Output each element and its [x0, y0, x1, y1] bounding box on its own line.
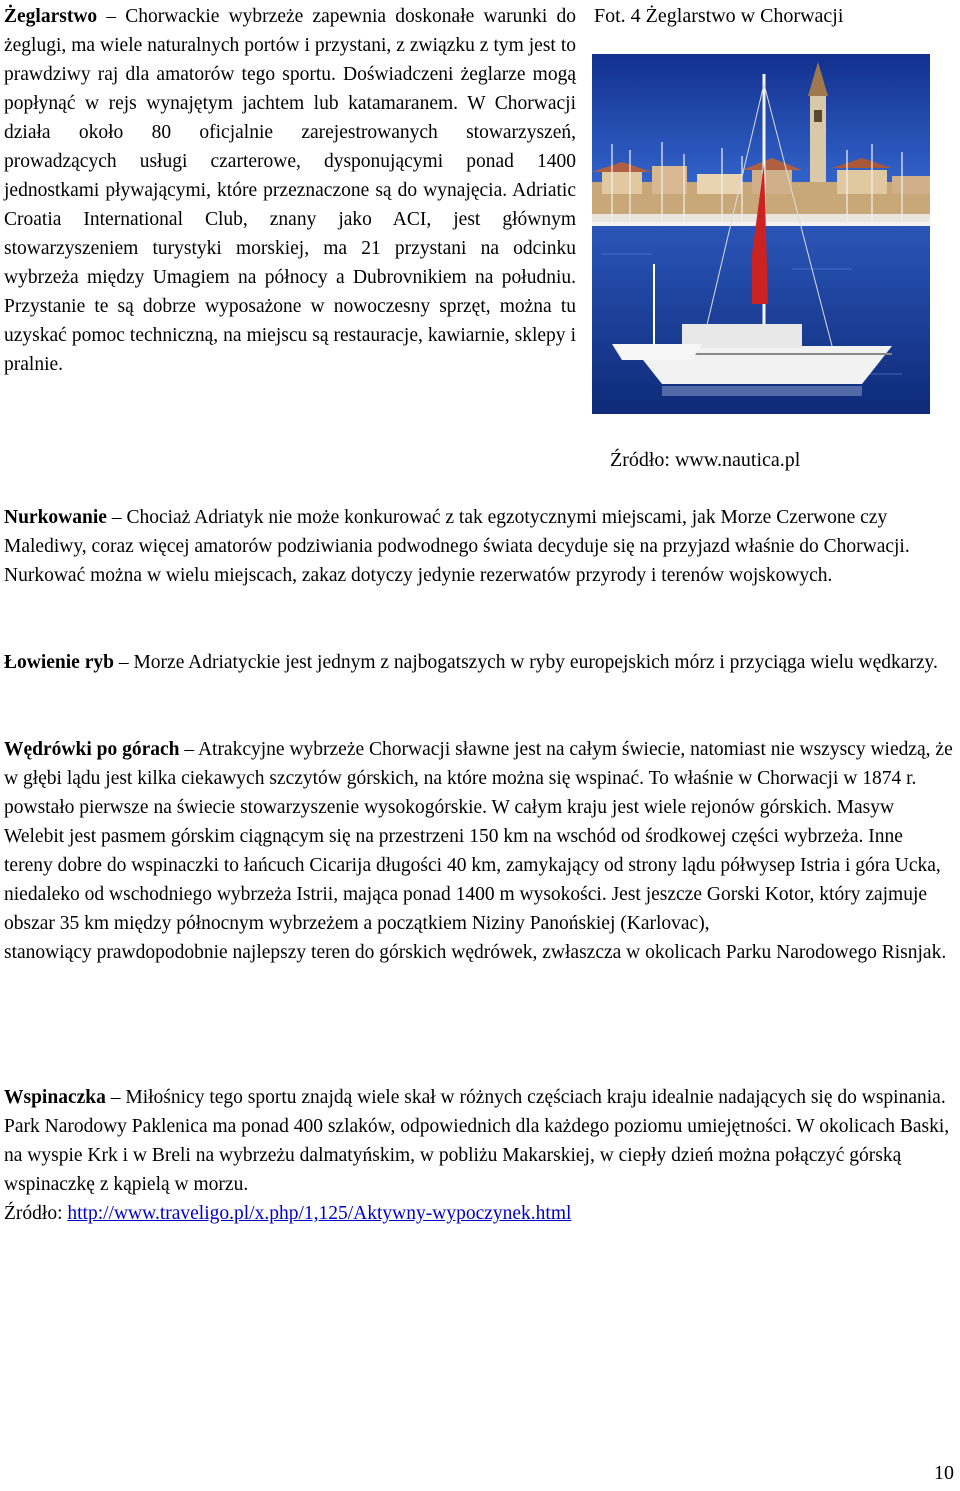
hiking-paragraph-continued: stanowiący prawdopodobnie najlepszy teren do górskich wędrówek, zwłaszcza w okolicach Parku Narodowego Risnjak. — [4, 942, 947, 963]
hiking-paragraph: Wędrówki po górach – Atrakcyjne wybrzeże Chorwacji sławne jest na całym świecie, natomiast nie wszyscy wiedzą, że w głębi lądu jest kilka ciekawych szczytów górskich, na które można się wspinać. To właśnie w Chorwacji w 1874 r. powstało pierwsze na świecie stowarzyszenie wysokogórskie. W całym kraju jest wiele rejonów górskich. Masyw Welebit jest pasmem górskim ciągnącym się na przestrzeni 150 km na wschód od środkowej części wybrzeża. Inne tereny dobre do wspinaczki to łańcuch Cicarija długości 40 km, zamykający od strony lądu półwysep Istria i góra Ucka, niedaleko od wschodniego wybrzeża Istrii, mająca ponad 1400 m wysokości. Jest jeszcze Gorski Kotor, który zajmuje obszar 35 km między północnym wybrzeżem a początkiem Niziny Panońskiej (Karlovac), — [4, 739, 953, 934]
fishing-text: Morze Adriatyckie jest jednym z najbogatszych w ryby europejskich mórz i przyciąga wielu wędkarzy. — [133, 652, 938, 673]
diving-title: Nurkowanie — [4, 507, 107, 528]
climbing-title: Wspinaczka — [4, 1087, 106, 1108]
hiking-section — [4, 735, 954, 967]
hiking-text: Atrakcyjne wybrzeże Chorwacji sławne jest na całym świecie, natomiast nie wszyscy wiedzą, że w głębi lądu jest kilka ciekawych szczytów górskich, na które można się wspinać. To właśnie w Chorwacji w 1874 r. powstało pierwsze na świecie stowarzyszenie wysokogórskie. W całym kraju jest wiele rejonów górskich. Masyw Welebit jest pasmem górskim ciągnącym się na przestrzeni 150 km na wschód od środkowej części wybrzeża. Inne tereny dobre do wspinaczki to łańcuch Cicarija długości 40 km, zamykający od strony lądu półwysep Istria i góra Ucka, niedaleko od wschodniego wybrzeża Istrii, mająca ponad 1400 m wysokości. Jest jeszcze Gorski Kotor, który zajmuje obszar 35 km między północnym wybrzeżem a początkiem Niziny Panońskiej (Karlovac), — [4, 739, 953, 934]
figure-caption: Fot. 4 Żeglarstwo w Chorwacji — [594, 5, 844, 27]
fishing-title: Łowienie ryb — [4, 652, 114, 673]
diving-text: Chociaż Adriatyk nie może konkurować z tak egzotycznymi miejscami, jak Morze Czerwone czy Malediwy, coraz więcej amatorów podziwiania podwodnego świata decyduje się na przyjazd właśnie do Chorwacji. Nurkować można w wielu miejscach, zakaz dotyczy jedynie rezerwatów przyrody i terenów wojskowych. — [4, 507, 910, 586]
photo-figure — [592, 2, 932, 471]
source-line — [4, 1199, 954, 1228]
climbing-text: Miłośnicy tego sportu znajdą wiele skał w różnych częściach kraju idealnie nadających się do wspinania. Park Narodowy Paklenica ma ponad 400 szlaków, odpowiednich dla każdego poziomu umiejętności. W okolicach Baski, na wyspie Krk i w Breli na wybrzeżu dalmatyńskim, w pobliżu Makarskiej, w ciepły dzień można połączyć górską wspinaczkę z kąpielą w morzu. — [4, 1087, 950, 1195]
sailing-photo-image — [592, 54, 930, 414]
climbing-section — [4, 1083, 954, 1228]
sailing-photo — [592, 54, 930, 414]
fishing-section — [4, 648, 954, 677]
sailing-intro — [4, 2, 576, 379]
hiking-title: Wędrówki po górach — [4, 739, 180, 760]
climbing-paragraph: Wspinaczka – Miłośnicy tego sportu znajdą wiele skał w różnych częściach kraju idealnie nadających się do wspinania. Park Narodowy Paklenica ma ponad 400 szlaków, odpowiednich dla każdego poziomu umiejętności. W okolicach Baski, na wyspie Krk i w Breli na wybrzeżu dalmatyńskim, w pobliżu Makarskiej, w ciepły dzień można połączyć górską wspinaczkę z kąpielą w morzu. — [4, 1087, 950, 1195]
fishing-paragraph: Łowienie ryb – Morze Adriatyckie jest jednym z najbogatszych w ryby europejskich mórz i przyciąga wielu wędkarzy. — [4, 652, 938, 673]
sailing-text: Chorwackie wybrzeże zapewnia doskonałe warunki do żeglugi, ma wiele naturalnych portów i przystani, z związku z tym jest to prawdziwy raj dla amatorów tego sportu. Doświadczeni żeglarze mogą popłynąć w rejs wynajętym jachtem lub katamaranem. W Chorwacji działa około 80 oficjalnie zarejestrowanych stowarzyszeń, prowadzących usługi czarterowe, dysponującymi ponad 1400 jednostkami pływającymi, które przeznaczone są do wynajęcia. Adriatic Croatia International Club, znany jako ACI, jest głównym stowarzyszeniem turystyki morskiej, ma 21 przystani na odcinku wybrzeża między Umagiem na północy a Dubrovnikiem na południu. Przystanie te są dobrze wyposażone w nowoczesny sprzęt, można tu uzyskać pomoc techniczną, na miejscu są restauracje, kawiarnie, sklepy i pralnie. — [4, 6, 576, 375]
source-link[interactable]: http://www.traveligo.pl/x.php/1,125/Aktywny-wypoczynek.html — [67, 1203, 572, 1224]
page-number: 10 — [934, 1462, 954, 1484]
sailing-title: Żeglarstwo — [4, 6, 98, 27]
diving-section — [4, 503, 954, 590]
source-label: Źródło: — [4, 1203, 63, 1224]
diving-paragraph: Nurkowanie – Chociaż Adriatyk nie może konkurować z tak egzotycznymi miejscami, jak Morze Czerwone czy Malediwy, coraz więcej amatorów podziwiania podwodnego świata decyduje się na przyjazd właśnie do Chorwacji. Nurkować można w wielu miejscach, zakaz dotyczy jedynie rezerwatów przyrody i terenów wojskowych. — [4, 507, 910, 586]
sailing-paragraph: Żeglarstwo – Chorwackie wybrzeże zapewnia doskonałe warunki do żeglugi, ma wiele naturalnych portów i przystani, z związku z tym jest to prawdziwy raj dla amatorów tego sportu. Doświadczeni żeglarze mogą popłynąć w rejs wynajętym jachtem lub katamaranem. W Chorwacji działa około 80 oficjalnie zarejestrowanych stowarzyszeń, prowadzących usługi czarterowe, dysponującymi ponad 1400 jednostkami pływającymi, które przeznaczone są do wynajęcia. Adriatic Croatia International Club, znany jako ACI, jest głównym stowarzyszeniem turystyki morskiej, ma 21 przystani na odcinku wybrzeża między Umagiem na północy a Dubrovnikiem na południu. Przystanie te są dobrze wyposażone w nowoczesny sprzęt, można tu uzyskać pomoc techniczną, na miejscu są restauracje, kawiarnie, sklepy i pralnie. — [4, 6, 576, 375]
figure-source: Źródło: www.nautica.pl — [610, 449, 801, 471]
